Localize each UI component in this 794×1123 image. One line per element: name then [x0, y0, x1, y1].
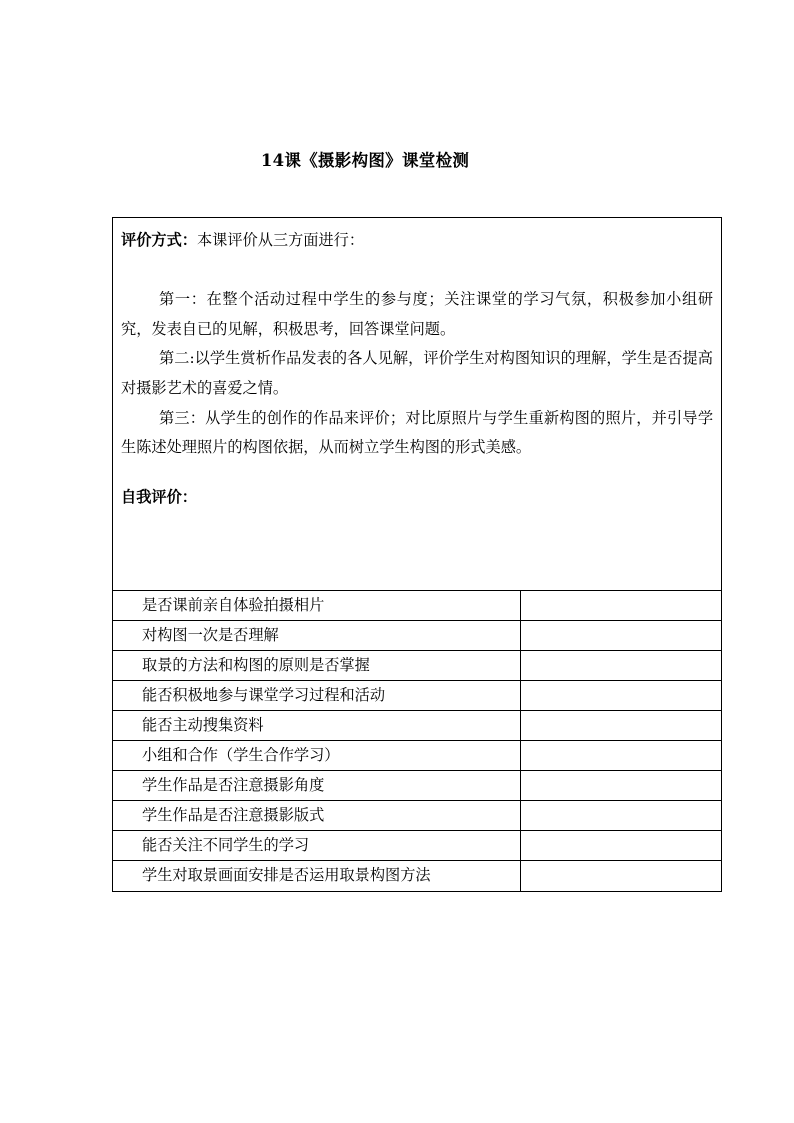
- criteria-row: [113, 741, 721, 771]
- criteria-list: [113, 591, 721, 891]
- criteria-row: [113, 771, 721, 801]
- criteria-label: 学生作品是否注意摄影角度: [113, 771, 521, 800]
- criteria-value-cell[interactable]: [521, 681, 721, 710]
- criteria-row: [113, 711, 721, 741]
- criteria-value-cell[interactable]: [521, 801, 721, 830]
- criteria-row: [113, 651, 721, 681]
- criteria-label: 取景的方法和构图的原则是否掌握: [113, 651, 521, 680]
- self-evaluation-label: 自我评价：: [121, 487, 197, 506]
- criteria-row: [113, 621, 721, 651]
- evaluation-table: [112, 217, 722, 892]
- criteria-value-cell[interactable]: [521, 861, 721, 891]
- evaluation-point-3: 第三：从学生的创作的作品来评价；对比原照片与学生重新构图的照片，并引导学生陈述处理照片的构图依据，从而树立学生构图的形式美感。: [121, 408, 713, 457]
- criteria-label: 能否积极地参与课堂学习过程和活动: [113, 681, 521, 710]
- criteria-row: [113, 591, 721, 621]
- criteria-label: 能否主动搜集资料: [113, 711, 521, 740]
- criteria-row: [113, 681, 721, 711]
- evaluation-method-label: 评价方式：: [121, 231, 197, 249]
- criteria-value-cell[interactable]: [521, 591, 721, 620]
- spacer: [121, 256, 713, 286]
- evaluation-method-line: [121, 226, 713, 256]
- criteria-row: [113, 801, 721, 831]
- criteria-label: 学生对取景画面安排是否运用取景构图方法: [113, 861, 521, 891]
- criteria-row: [113, 831, 721, 861]
- criteria-label: 是否课前亲自体验拍摄相片: [113, 591, 521, 620]
- criteria-value-cell[interactable]: [521, 831, 721, 860]
- criteria-label: 小组和合作（学生合作学习）: [113, 741, 521, 770]
- evaluation-method-cell: [113, 218, 721, 591]
- criteria-label: 对构图一次是否理解: [113, 621, 521, 650]
- criteria-row: [113, 861, 721, 891]
- evaluation-point-1: 第一：在整个活动过程中学生的参与度；关注课堂的学习气氛，积极参加小组研究，发表自已的见解，积极思考，回答课堂问题。: [121, 290, 713, 338]
- page-title: 14课《摄影构图》课堂检测: [260, 151, 470, 170]
- criteria-label: 能否关注不同学生的学习: [113, 831, 521, 860]
- criteria-value-cell[interactable]: [521, 771, 721, 800]
- criteria-value-cell[interactable]: [521, 741, 721, 770]
- evaluation-point-2: 第二:以学生赏析作品发表的各人见解，评价学生对构图知识的理解，学生是否提高对摄影艺术的喜爱之情。: [121, 349, 713, 397]
- criteria-label: 学生作品是否注意摄影版式: [113, 801, 521, 830]
- evaluation-method-text: 本课评价从三方面进行：: [196, 231, 364, 249]
- criteria-value-cell[interactable]: [521, 621, 721, 650]
- criteria-value-cell[interactable]: [521, 651, 721, 680]
- criteria-value-cell[interactable]: [521, 711, 721, 740]
